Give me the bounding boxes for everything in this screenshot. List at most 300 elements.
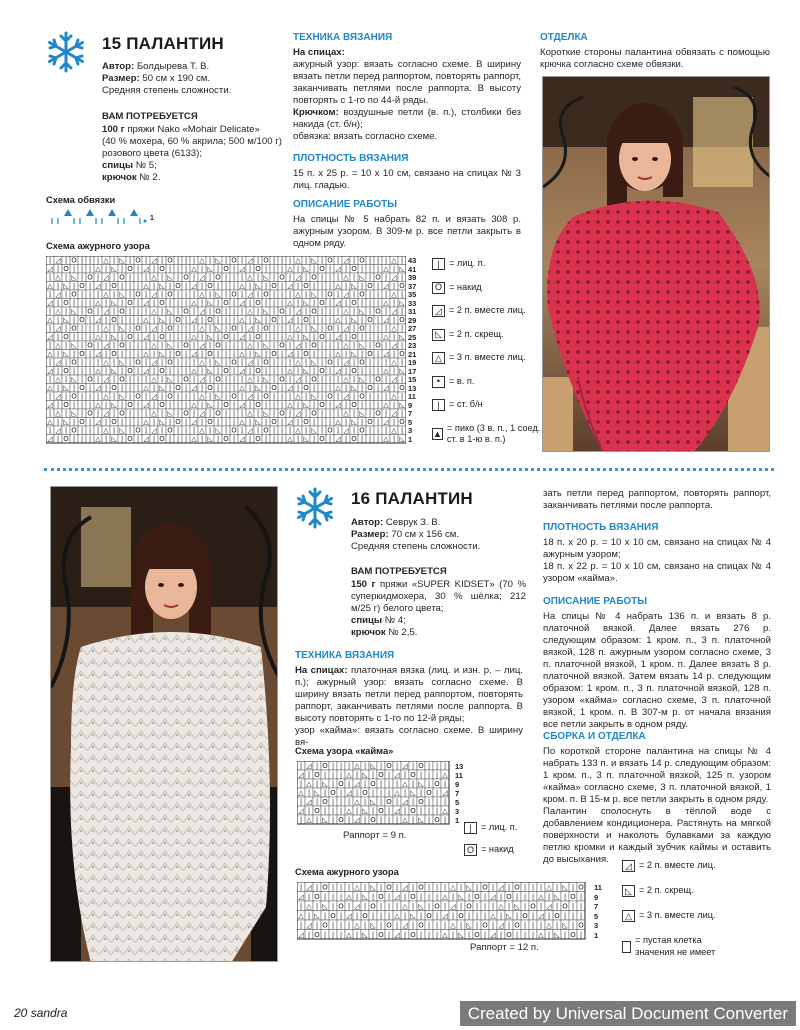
chart-symbol: △ (239, 384, 245, 392)
chart-symbol: ◿ (143, 435, 149, 443)
size-value: 70 см х 156 см. (391, 529, 460, 540)
chart-symbol: | (104, 418, 108, 426)
chart-symbol: | (296, 401, 300, 409)
chart-symbol: | (64, 307, 68, 316)
chart-symbol: | (104, 401, 108, 409)
legend-text: = ст. б/н (449, 399, 483, 410)
chart-symbol: | (491, 921, 495, 930)
chart-symbol: ◿ (247, 358, 253, 367)
chart-symbol: O (271, 316, 277, 324)
item15-work (293, 199, 521, 250)
chart-symbol: | (299, 902, 303, 911)
chart-symbol: ◺ (167, 273, 173, 282)
chart-symbol: | (232, 282, 236, 290)
chart-symbol: | (64, 358, 68, 367)
chart-symbol: | (555, 902, 559, 911)
photo-white-shawl-image (51, 487, 278, 962)
chart-symbol: | (339, 883, 343, 892)
chart-symbol: | (296, 418, 300, 426)
chart-symbol: | (331, 771, 335, 779)
chart-symbol: △ (287, 265, 293, 273)
chart-symbol: △ (298, 912, 304, 920)
chart-symbol: ◺ (263, 273, 269, 282)
chart-symbol: O (375, 409, 381, 418)
chart-symbol: ◺ (322, 780, 328, 788)
chart-symbol: | (232, 273, 236, 282)
chart-symbol: ◿ (295, 307, 301, 316)
chart-symbol: △ (247, 273, 253, 282)
chart-symbol: | (384, 273, 388, 282)
chart-symbol: | (563, 931, 567, 939)
chart-symbol: | (523, 883, 527, 892)
chart-symbol: | (384, 307, 388, 316)
chart-symbol: | (256, 307, 260, 316)
chart-symbol: | (256, 358, 260, 367)
chart-symbol: | (104, 265, 108, 273)
technique-text: платочная вязка (лиц. и изн. р. – лиц. п.); ажурный узор: вязать согласно схеме. В ширину вязать петли перед раппортом, повторять раппорт, заканчивать петлями после раппорта. В высоту повторять с 1-го по 12-й ряды; (295, 664, 523, 724)
chart-symbol: O (63, 401, 69, 409)
chart-symbol: | (216, 282, 220, 290)
chart-symbol: ◺ (63, 384, 69, 392)
chart-symbol: ◺ (359, 307, 365, 316)
chart-symbol: | (240, 307, 244, 316)
chart-symbol: | (48, 341, 52, 350)
chart-symbol: O (279, 341, 285, 350)
chart-symbol: ◿ (383, 384, 389, 392)
chart-symbol: ◺ (362, 807, 368, 815)
chart-symbol: | (232, 409, 236, 418)
chart-symbol: O (223, 401, 229, 409)
chart-symbol: O (223, 333, 229, 341)
chart-symbol: O (111, 384, 117, 392)
chart-symbol: O (271, 384, 277, 392)
chart-symbol: | (531, 893, 535, 901)
chart-symbol: | (128, 316, 132, 324)
chart-symbol: | (339, 807, 343, 815)
chart-symbol: O (279, 409, 285, 418)
chart-symbol: | (320, 316, 324, 324)
chart-row-number: 1 (594, 930, 599, 940)
chart-symbol: | (547, 931, 551, 939)
chart-symbol: ◺ (71, 273, 77, 282)
chart-symbol: O (263, 256, 269, 265)
chart-symbol: | (427, 762, 431, 770)
item15-title: 15 ПАЛАНТИН (102, 34, 224, 53)
chart-symbol: ◿ (191, 418, 197, 426)
item15-density (293, 153, 521, 192)
chart-symbol: | (248, 401, 252, 409)
chart-symbol: ◿ (383, 316, 389, 324)
chart-row-number: 13 (408, 383, 417, 393)
chart-symbol: | (64, 375, 68, 384)
chart-symbol: ◿ (383, 350, 389, 358)
chart-symbol: | (376, 256, 380, 265)
chart-symbol: ◺ (466, 921, 472, 930)
chart-symbol: | (88, 367, 92, 375)
chart-symbol: | (232, 384, 236, 392)
chart-symbol: ◿ (151, 290, 157, 299)
chart-symbol: ◿ (47, 333, 53, 341)
chart-symbol: O (375, 307, 381, 316)
chart-symbol: | (427, 780, 431, 788)
assembly-text-2: Палантин сполоснуть в тёплой воде с добавлением кондиционера. Растянуть на мягкой поверхности и наколоть булавками за каждую петлю кромки и каждый зубчик каймы и оставить до высыхания. (543, 805, 771, 865)
chart-symbol: O (399, 282, 405, 290)
chart-symbol: ◿ (199, 273, 205, 282)
chart-symbol: ◺ (362, 893, 368, 901)
chart-symbol: ◿ (239, 265, 245, 273)
chart-symbol: | (184, 401, 188, 409)
magazine-name: sandra (30, 1006, 68, 1020)
chart-symbol: | (392, 299, 396, 307)
chart-symbol: △ (199, 324, 205, 333)
chart-symbol: | (384, 409, 388, 418)
chart-symbol: ◺ (322, 816, 328, 824)
chart-symbol: ◿ (55, 426, 61, 435)
chart-symbol: O (375, 375, 381, 384)
chart-symbol: | (120, 435, 124, 443)
chart-symbol: ◿ (103, 307, 109, 316)
chart-symbol: | (48, 409, 52, 418)
item15-meta (102, 61, 272, 97)
chart-symbol: O (578, 921, 584, 930)
legend-text: = 2 п. скрещ. (639, 885, 694, 896)
chart-symbol: | (331, 921, 335, 930)
chart-symbol: ◺ (466, 883, 472, 892)
chart-symbol: ◺ (562, 883, 568, 892)
chart-symbol: | (280, 384, 284, 392)
chart-symbol: O (167, 290, 173, 299)
chart-symbol: | (232, 333, 236, 341)
chart-symbol: | (184, 418, 188, 426)
chart-symbol: | (152, 333, 156, 341)
chart-symbol: O (351, 367, 357, 375)
chart-symbol: O (279, 375, 285, 384)
chart-symbol: O (474, 893, 480, 901)
chart-symbol: | (368, 435, 372, 443)
legend-item (432, 376, 474, 388)
chart-symbol: O (71, 358, 77, 367)
chart-symbol: | (80, 409, 84, 418)
chart-symbol: | (376, 316, 380, 324)
chart-symbol: | (336, 273, 340, 282)
chart-symbol: | (304, 341, 308, 350)
size-label: Размер: (102, 73, 140, 84)
chart-symbol: △ (247, 375, 253, 384)
chart-symbol: ◿ (335, 435, 341, 443)
chart-symbol: | (88, 290, 92, 299)
chart-symbol: | (371, 807, 375, 815)
chart-symbol: | (515, 893, 519, 901)
chart-symbol: | (224, 358, 228, 367)
chart-symbol: | (48, 290, 52, 299)
chart-symbol: △ (394, 912, 400, 920)
chart-symbol: | (360, 299, 364, 307)
chart-symbol: | (208, 392, 212, 401)
chart-symbol: | (176, 290, 180, 299)
chart-symbol: | (280, 333, 284, 341)
chart-symbol: | (368, 333, 372, 341)
chart-symbol: | (296, 333, 300, 341)
chart-symbol: | (216, 435, 220, 443)
chart-symbol: | (360, 350, 364, 358)
chart-symbol: | (312, 384, 316, 392)
chart-symbol: O (63, 333, 69, 341)
chart-symbol: | (323, 789, 327, 797)
chart-symbol: | (288, 375, 292, 384)
item16-density (543, 522, 771, 585)
chart-symbol: | (72, 384, 76, 392)
chart-symbol: | (336, 392, 340, 401)
chart-row-number: 3 (455, 807, 460, 816)
chart-symbol: | (539, 883, 543, 892)
chart-symbol: | (136, 307, 140, 316)
chart-symbol: ◺ (255, 384, 261, 392)
chart-symbol: | (80, 341, 84, 350)
chart-symbol: | (312, 350, 316, 358)
chart-symbol: O (71, 392, 77, 401)
chart-symbol: | (232, 435, 236, 443)
chart-symbol: △ (442, 807, 448, 815)
chart-symbol: ◺ (303, 435, 309, 443)
chart-symbol: △ (335, 316, 341, 324)
chart-symbol: O (79, 350, 85, 358)
chart-symbol: | (400, 409, 404, 418)
chart-symbol: O (570, 893, 576, 901)
chart-symbol: O (367, 282, 373, 290)
chart-symbol: O (359, 358, 365, 367)
chart-symbol: | (48, 324, 52, 333)
chart-symbol: | (208, 409, 212, 418)
chart-symbol: | (339, 771, 343, 779)
chart-symbol: ◿ (143, 367, 149, 375)
legend-symbol: ▲ (433, 428, 442, 439)
needles-label: спицы (102, 160, 134, 171)
chart-symbol: ◺ (359, 273, 365, 282)
chart-symbol: ◿ (103, 273, 109, 282)
legend-text: = 2 п. вместе лиц. (639, 860, 716, 871)
chart-symbol: | (392, 350, 396, 358)
chart-symbol: | (296, 299, 300, 307)
chart-symbol: O (351, 333, 357, 341)
chart-symbol: | (80, 256, 84, 265)
chart-symbol: ◺ (399, 401, 405, 409)
chart-symbol: ◺ (119, 358, 125, 367)
chart-symbol: | (80, 307, 84, 316)
chart-symbol: | (352, 290, 356, 299)
chart-symbol: △ (306, 780, 312, 788)
chart-symbol: O (399, 350, 405, 358)
chart-symbol: △ (383, 401, 389, 409)
chart-symbol: O (71, 256, 77, 265)
chart-symbol: | (200, 299, 204, 307)
chart-symbol: | (144, 324, 148, 333)
chart-symbol: | (240, 273, 244, 282)
chart-symbol: O (303, 350, 309, 358)
chart-symbol: | (144, 409, 148, 418)
chart-symbol: | (331, 931, 335, 939)
chart-symbol: O (359, 426, 365, 435)
chart-symbol: | (376, 358, 380, 367)
chart-symbol: | (304, 358, 308, 367)
chart-symbol: | (208, 358, 212, 367)
chart-symbol: △ (295, 290, 301, 299)
chart-symbol: O (426, 789, 432, 797)
chart-symbol: | (200, 350, 204, 358)
chart-symbol: | (232, 350, 236, 358)
chart-symbol: | (459, 902, 463, 911)
chart-symbol: ◿ (103, 375, 109, 384)
chart-symbol: O (135, 324, 141, 333)
chart-symbol: | (272, 273, 276, 282)
chart-symbol: △ (95, 299, 101, 307)
chart-symbol: | (248, 367, 252, 375)
chart-symbol: △ (55, 307, 61, 316)
chart-symbol: O (207, 384, 213, 392)
chart-symbol: O (87, 375, 93, 384)
chart-row-number: 35 (408, 290, 417, 299)
chart-symbol: | (467, 893, 471, 901)
chart-symbol: | (376, 299, 380, 307)
legend-symbol: ◺ (432, 329, 445, 341)
chart-symbol: | (80, 358, 84, 367)
chart-symbol: ◿ (442, 789, 448, 797)
chart-symbol: O (367, 384, 373, 392)
chart-symbol: ◺ (71, 341, 77, 350)
chart-symbol: | (531, 931, 535, 939)
chart-symbol: △ (343, 375, 349, 384)
chart-symbol: △ (402, 816, 408, 824)
chart-symbol: | (224, 384, 228, 392)
edge-scheme-label: Схема обвязки (46, 194, 116, 205)
chart-symbol: | (368, 358, 372, 367)
chart-symbol: | (184, 265, 188, 273)
chart-symbol: | (168, 367, 172, 375)
chart-symbol: | (435, 798, 439, 806)
chart-symbol: O (223, 367, 229, 375)
chart-symbol: | (315, 816, 319, 824)
chart-symbol: | (328, 418, 332, 426)
item16-continuation: зать петли перед раппортом, повторять раппорт, заканчивать петлями после раппорта. (543, 488, 771, 511)
chart-symbol: | (256, 426, 260, 435)
item16-technique (295, 650, 523, 749)
chart-symbol: | (312, 316, 316, 324)
chart-symbol: | (264, 401, 268, 409)
chart-symbol: | (523, 921, 527, 930)
chart-symbol: | (379, 816, 383, 824)
chart-symbol: O (119, 375, 125, 384)
chart-symbol: | (395, 798, 399, 806)
chart-symbol: | (296, 282, 300, 290)
chart-symbol: | (531, 883, 535, 892)
chart-symbol: | (160, 273, 164, 282)
chart-symbol: | (192, 273, 196, 282)
chart-symbol: ◿ (394, 893, 400, 901)
chart-symbol: △ (55, 273, 61, 282)
chart-symbol: | (88, 265, 92, 273)
chart-symbol: O (159, 265, 165, 273)
chart-symbol: | (304, 409, 308, 418)
chart-symbol: | (216, 333, 220, 341)
chart-symbol: | (48, 273, 52, 282)
author-value: Севрук З. В. (385, 517, 441, 528)
chart-symbol: O (327, 290, 333, 299)
chart-symbol: | (280, 256, 284, 265)
chart-symbol: △ (391, 392, 397, 401)
chart-symbol: △ (391, 256, 397, 265)
chart-symbol: ◿ (450, 902, 456, 911)
chart-symbol: | (443, 816, 447, 824)
chart-symbol: | (400, 324, 404, 333)
chart-symbol: △ (346, 931, 352, 939)
chart-symbol: △ (287, 401, 293, 409)
chart-symbol: | (323, 807, 327, 815)
chart-symbol: O (119, 307, 125, 316)
chart-symbol: | (315, 902, 319, 911)
chart-symbol: O (255, 435, 261, 443)
density-heading: ПЛОТНОСТЬ ВЯЗАНИЯ (543, 522, 659, 533)
chart-symbol: O (79, 316, 85, 324)
chart-symbol: | (64, 426, 68, 435)
chart-symbol: | (144, 358, 148, 367)
chart-symbol: △ (383, 435, 389, 443)
chart-symbol: ◿ (298, 931, 304, 939)
chart-symbol: | (376, 290, 380, 299)
chart-symbol: ◿ (306, 798, 312, 806)
chart-symbol: ◿ (151, 358, 157, 367)
chart-symbol: O (71, 426, 77, 435)
chart-symbol: | (200, 384, 204, 392)
chart-symbol: | (336, 341, 340, 350)
chart-symbol: | (72, 435, 76, 443)
chart-symbol: △ (47, 384, 53, 392)
chart-symbol: △ (103, 426, 109, 435)
chart-symbol: | (256, 324, 260, 333)
chart-symbol: | (272, 324, 276, 333)
chart-row-number: 9 (594, 892, 599, 902)
chart-symbol: | (400, 392, 404, 401)
chart-symbol: | (376, 426, 380, 435)
chart-symbol: O (135, 426, 141, 435)
chart-symbol: | (392, 282, 396, 290)
chart-symbol: | (176, 307, 180, 316)
chart-symbol: O (255, 333, 261, 341)
chart-symbol: | (264, 316, 268, 324)
chart-row-number: 17 (408, 366, 417, 376)
chart-symbol: | (515, 912, 519, 920)
chart-symbol: | (104, 282, 108, 290)
chart-symbol: | (216, 401, 220, 409)
chart-symbol: O (127, 333, 133, 341)
chart-row-number: 7 (594, 902, 599, 911)
chart-symbol: O (175, 384, 181, 392)
legend-item (432, 305, 526, 317)
chart-symbol: | (507, 883, 511, 892)
chart-symbol: △ (391, 426, 397, 435)
chart-symbol: ◿ (151, 256, 157, 265)
chart-symbol: | (160, 409, 164, 418)
chart-symbol: | (435, 762, 439, 770)
legend-symbol: O (464, 844, 477, 856)
chart-symbol: ◿ (199, 341, 205, 350)
chart-symbol: ◿ (295, 375, 301, 384)
chart-symbol: | (336, 307, 340, 316)
chart-symbol: | (216, 350, 220, 358)
chart-symbol: | (152, 316, 156, 324)
legend-item (432, 258, 485, 270)
chart-symbol: | (400, 290, 404, 299)
chart-symbol: | (355, 807, 359, 815)
chart-symbol: | (384, 256, 388, 265)
